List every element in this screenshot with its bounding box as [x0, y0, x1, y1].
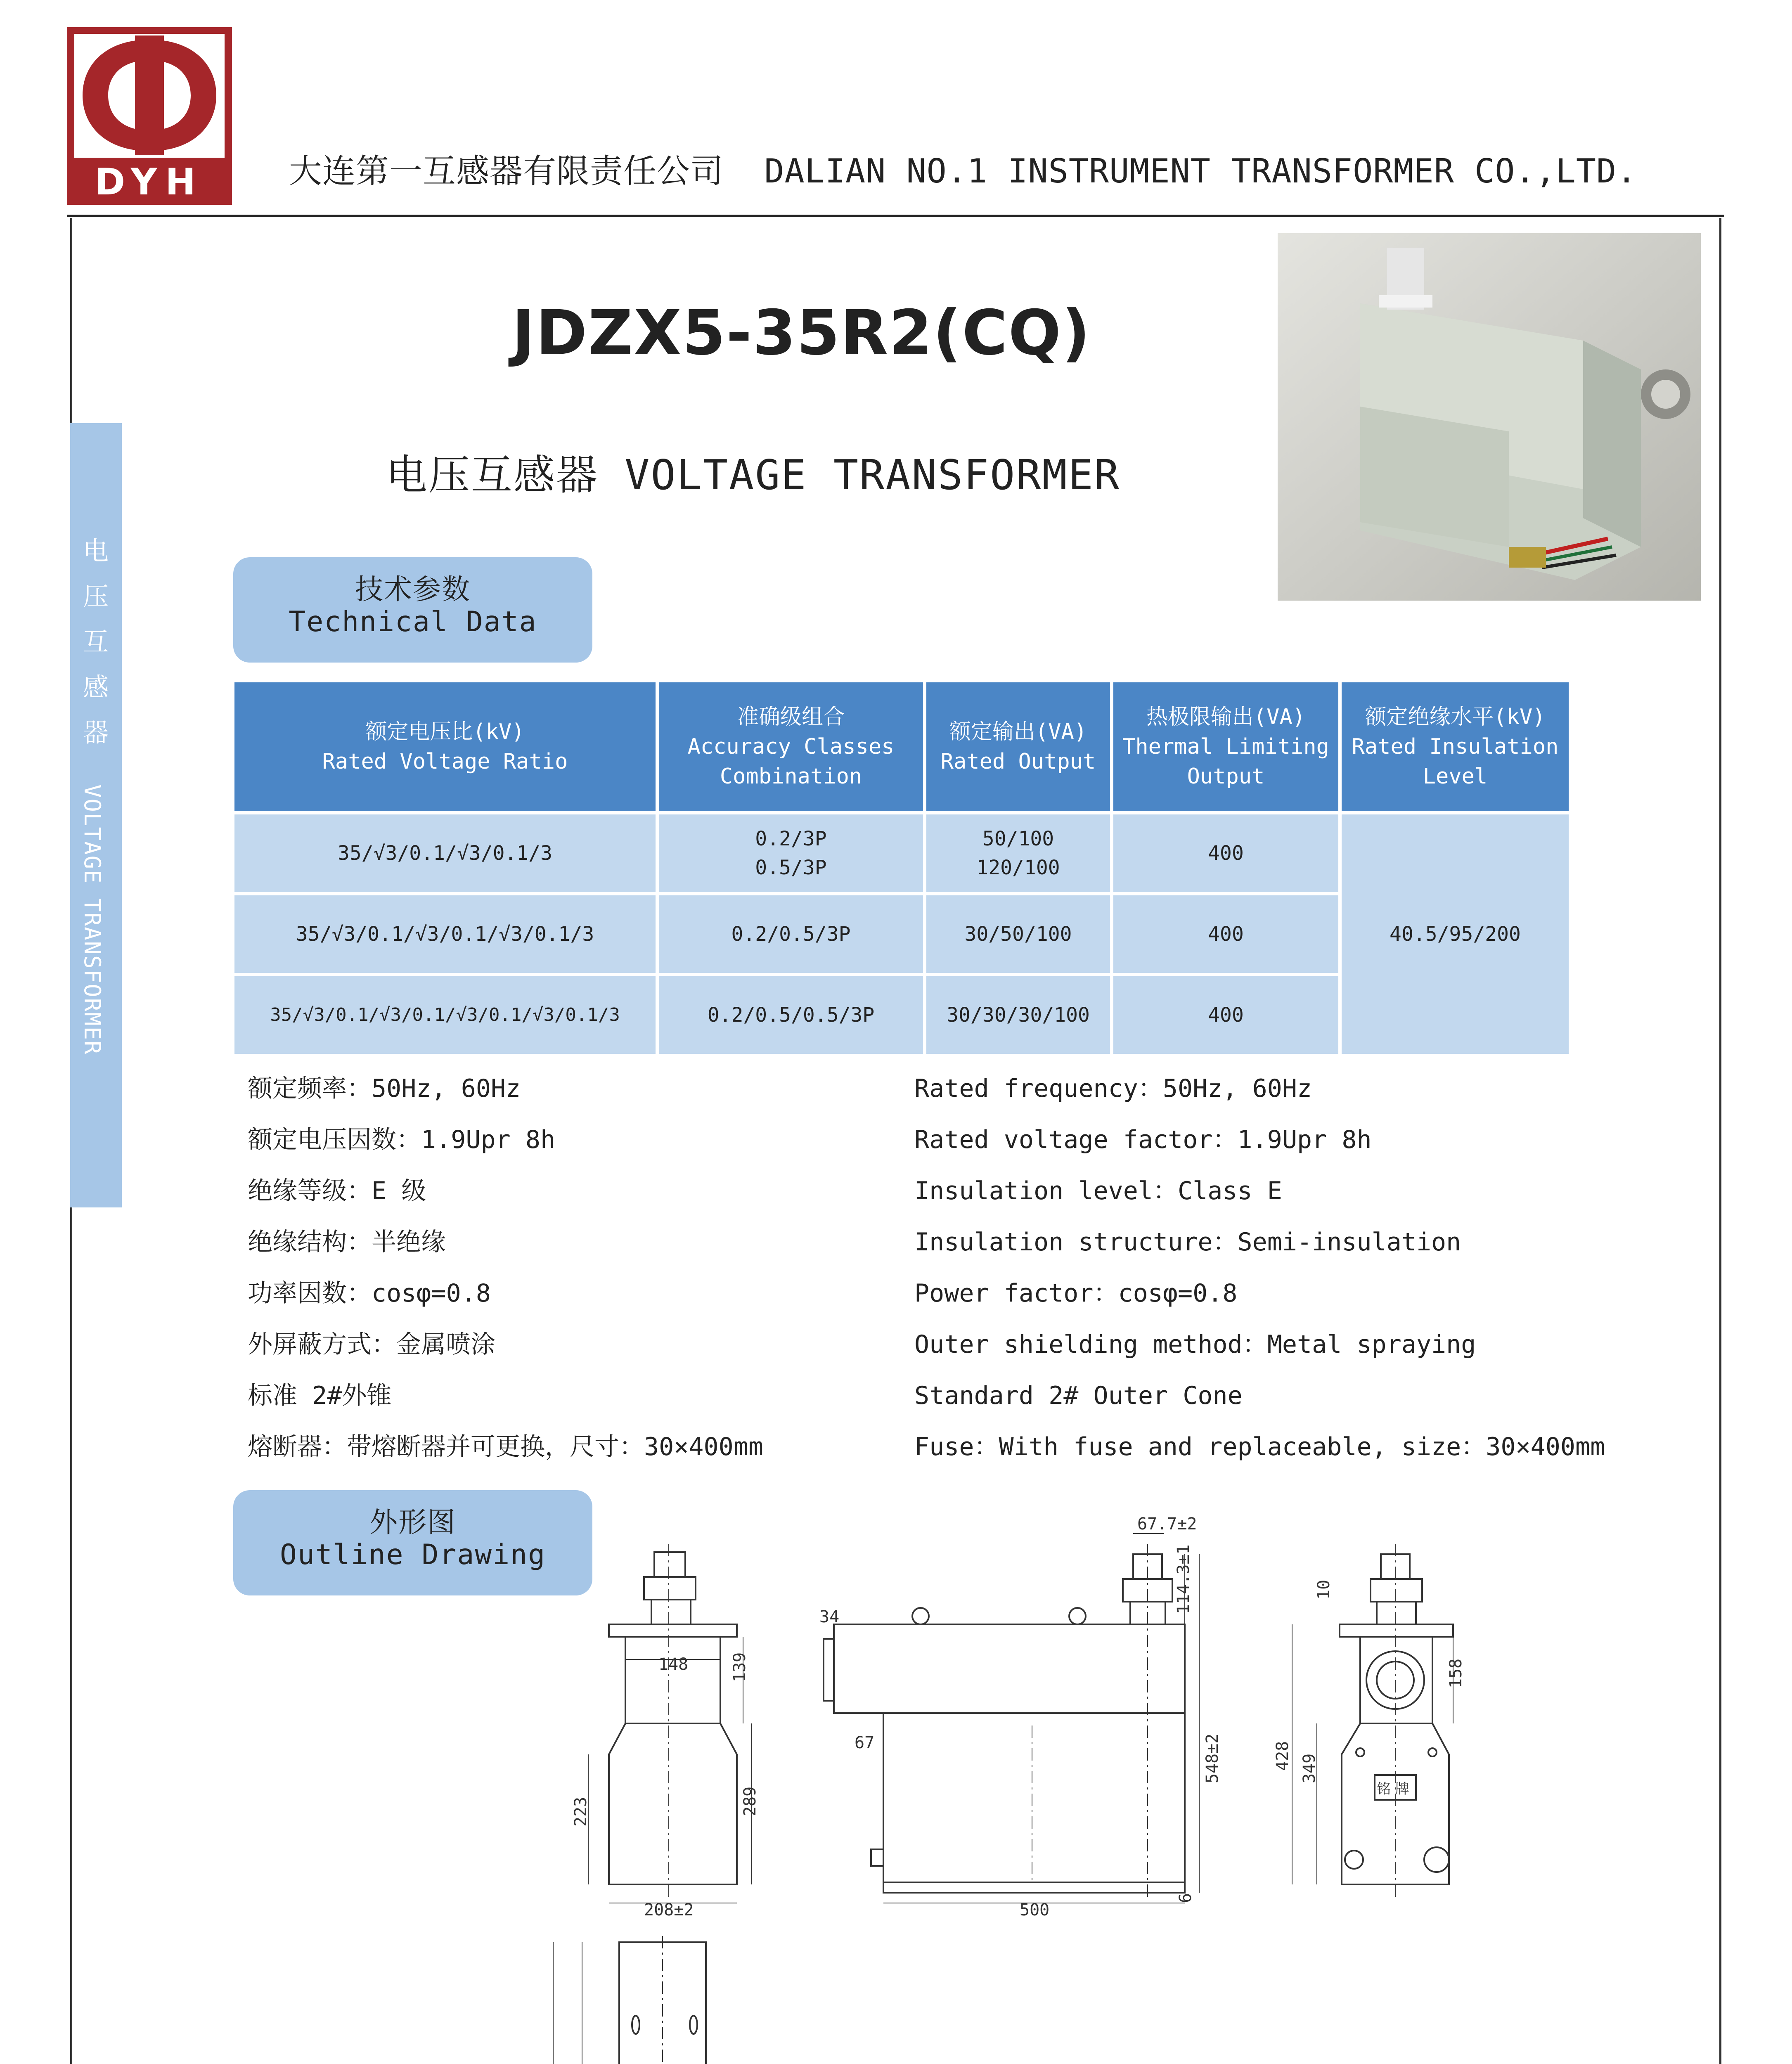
cell-rated-output: 30/50/100 — [926, 895, 1110, 973]
param-en: Fuse：With fuse and replaceable, size：30×400mm — [914, 1432, 1605, 1461]
header-zh: 热极限输出(VA) — [1146, 705, 1306, 729]
outline-drawing-en: Outline Drawing — [279, 1539, 546, 1571]
header-zh: 额定输出(VA) — [949, 720, 1087, 744]
side-char: 感 — [83, 672, 109, 702]
dim-label: 67.7±2 — [1137, 1515, 1197, 1534]
side-view — [824, 1534, 1199, 1903]
param-zh: 额定频率：50Hz, 60Hz — [248, 1074, 521, 1103]
param-en: Insulation structure：Semi-insulation — [914, 1228, 1461, 1257]
param-zh: 标准 2#外锥 — [248, 1381, 392, 1410]
product-model: JDZX5-35R2(CQ) — [512, 297, 1091, 369]
cell-rated-output: 50/100 120/100 — [926, 814, 1110, 892]
side-tab-english: VOLTAGE TRANSFORMER — [79, 784, 105, 1055]
cell-accuracy: 0.2/0.5/0.5/3P — [659, 976, 923, 1054]
header-en: Accuracy Classes Combination — [687, 734, 895, 789]
product-type: 电压互感器 VOLTAGE TRANSFORMER — [386, 451, 1121, 499]
cell-thermal-output: 400 — [1113, 895, 1338, 973]
cell-accuracy: 0.2/0.5/3P — [659, 895, 923, 973]
dim-label: 34 — [819, 1607, 840, 1626]
header-zh: 准确级组合 — [737, 705, 845, 729]
side-char: 器 — [83, 717, 109, 748]
company-name-zh: 大连第一互感器有限责任公司 — [289, 152, 724, 190]
side-char: 互 — [83, 627, 109, 657]
dim-label: 148 — [658, 1655, 689, 1674]
param-zh: 绝缘等级：E 级 — [248, 1176, 426, 1205]
param-zh: 额定电压因数：1.9Upr 8h — [248, 1125, 556, 1154]
param-en: Outer shielding method：Metal spraying — [914, 1330, 1476, 1359]
dim-label: 6 — [1176, 1893, 1195, 1903]
bottom-view — [553, 1936, 755, 2064]
dim-label: 428 — [1273, 1741, 1292, 1771]
side-char: 电 — [83, 536, 109, 566]
cell-insulation-level: 40.5/95/200 — [1342, 814, 1569, 1054]
param-en: Insulation level：Class E — [914, 1176, 1282, 1205]
header-en: Rated Voltage Ratio — [322, 749, 568, 774]
param-zh: 绝缘结构：半绝缘 — [248, 1228, 446, 1257]
param-en: Standard 2# Outer Cone — [914, 1381, 1243, 1410]
company-name-en: DALIAN NO.1 INSTRUMENT TRANSFORMER CO.,LTD. — [764, 152, 1637, 190]
header-en: Rated Output — [940, 749, 1096, 774]
cell-accuracy: 0.2/3P 0.5/3P — [659, 814, 923, 892]
dim-label: 349 — [1300, 1753, 1319, 1783]
cell-thermal-output: 400 — [1113, 976, 1338, 1054]
dim-label: 158 — [1446, 1658, 1465, 1688]
technical-data-zh: 技术参数 — [355, 573, 471, 606]
param-en: Power factor：cosφ=0.8 — [914, 1279, 1238, 1308]
param-en: Rated frequency：50Hz, 60Hz — [914, 1074, 1312, 1103]
dim-label: 208±2 — [644, 1901, 694, 1920]
dim-label: 223 — [571, 1797, 590, 1827]
nameplate-label: 铭 牌 — [1377, 1781, 1409, 1797]
param-zh: 功率因数：cosφ=0.8 — [248, 1279, 491, 1308]
param-zh: 外屏蔽方式：金属喷涂 — [248, 1330, 495, 1359]
header-en: Thermal Limiting Output — [1122, 734, 1329, 789]
dim-label: 67 — [855, 1733, 875, 1752]
dim-label: 114.3±1 — [1174, 1544, 1193, 1614]
cell-voltage-ratio: 35/√3/0.1/√3/0.1/√3/0.1/√3/0.1/3 — [234, 976, 656, 1054]
front-view — [588, 1544, 751, 1903]
cell-thermal-output: 400 — [1113, 814, 1338, 892]
cell-rated-output: 30/30/30/100 — [926, 976, 1110, 1054]
dim-label: 10 — [1314, 1579, 1333, 1600]
outline-drawing-zh: 外形图 — [369, 1506, 456, 1539]
dim-label: 548±2 — [1203, 1733, 1222, 1783]
param-en: Rated voltage factor：1.9Upr 8h — [914, 1125, 1372, 1154]
cell-voltage-ratio: 35/√3/0.1/√3/0.1/3 — [234, 814, 656, 892]
dim-label: 500 — [1020, 1901, 1050, 1920]
header-zh: 额定电压比(kV) — [365, 720, 525, 744]
technical-data-en: Technical Data — [289, 606, 537, 638]
header-en: Rated Insulation Level — [1352, 734, 1559, 789]
logo-text: DYH — [95, 161, 204, 203]
param-zh: 熔断器：带熔断器并可更换，尺寸：30×400mm — [248, 1432, 763, 1461]
dim-label: 139 — [730, 1652, 749, 1682]
cell-voltage-ratio: 35/√3/0.1/√3/0.1/√3/0.1/3 — [234, 895, 656, 973]
dim-label: 289 — [741, 1786, 760, 1816]
side-char: 压 — [83, 581, 109, 611]
header-zh: 额定绝缘水平(kV) — [1365, 705, 1546, 729]
